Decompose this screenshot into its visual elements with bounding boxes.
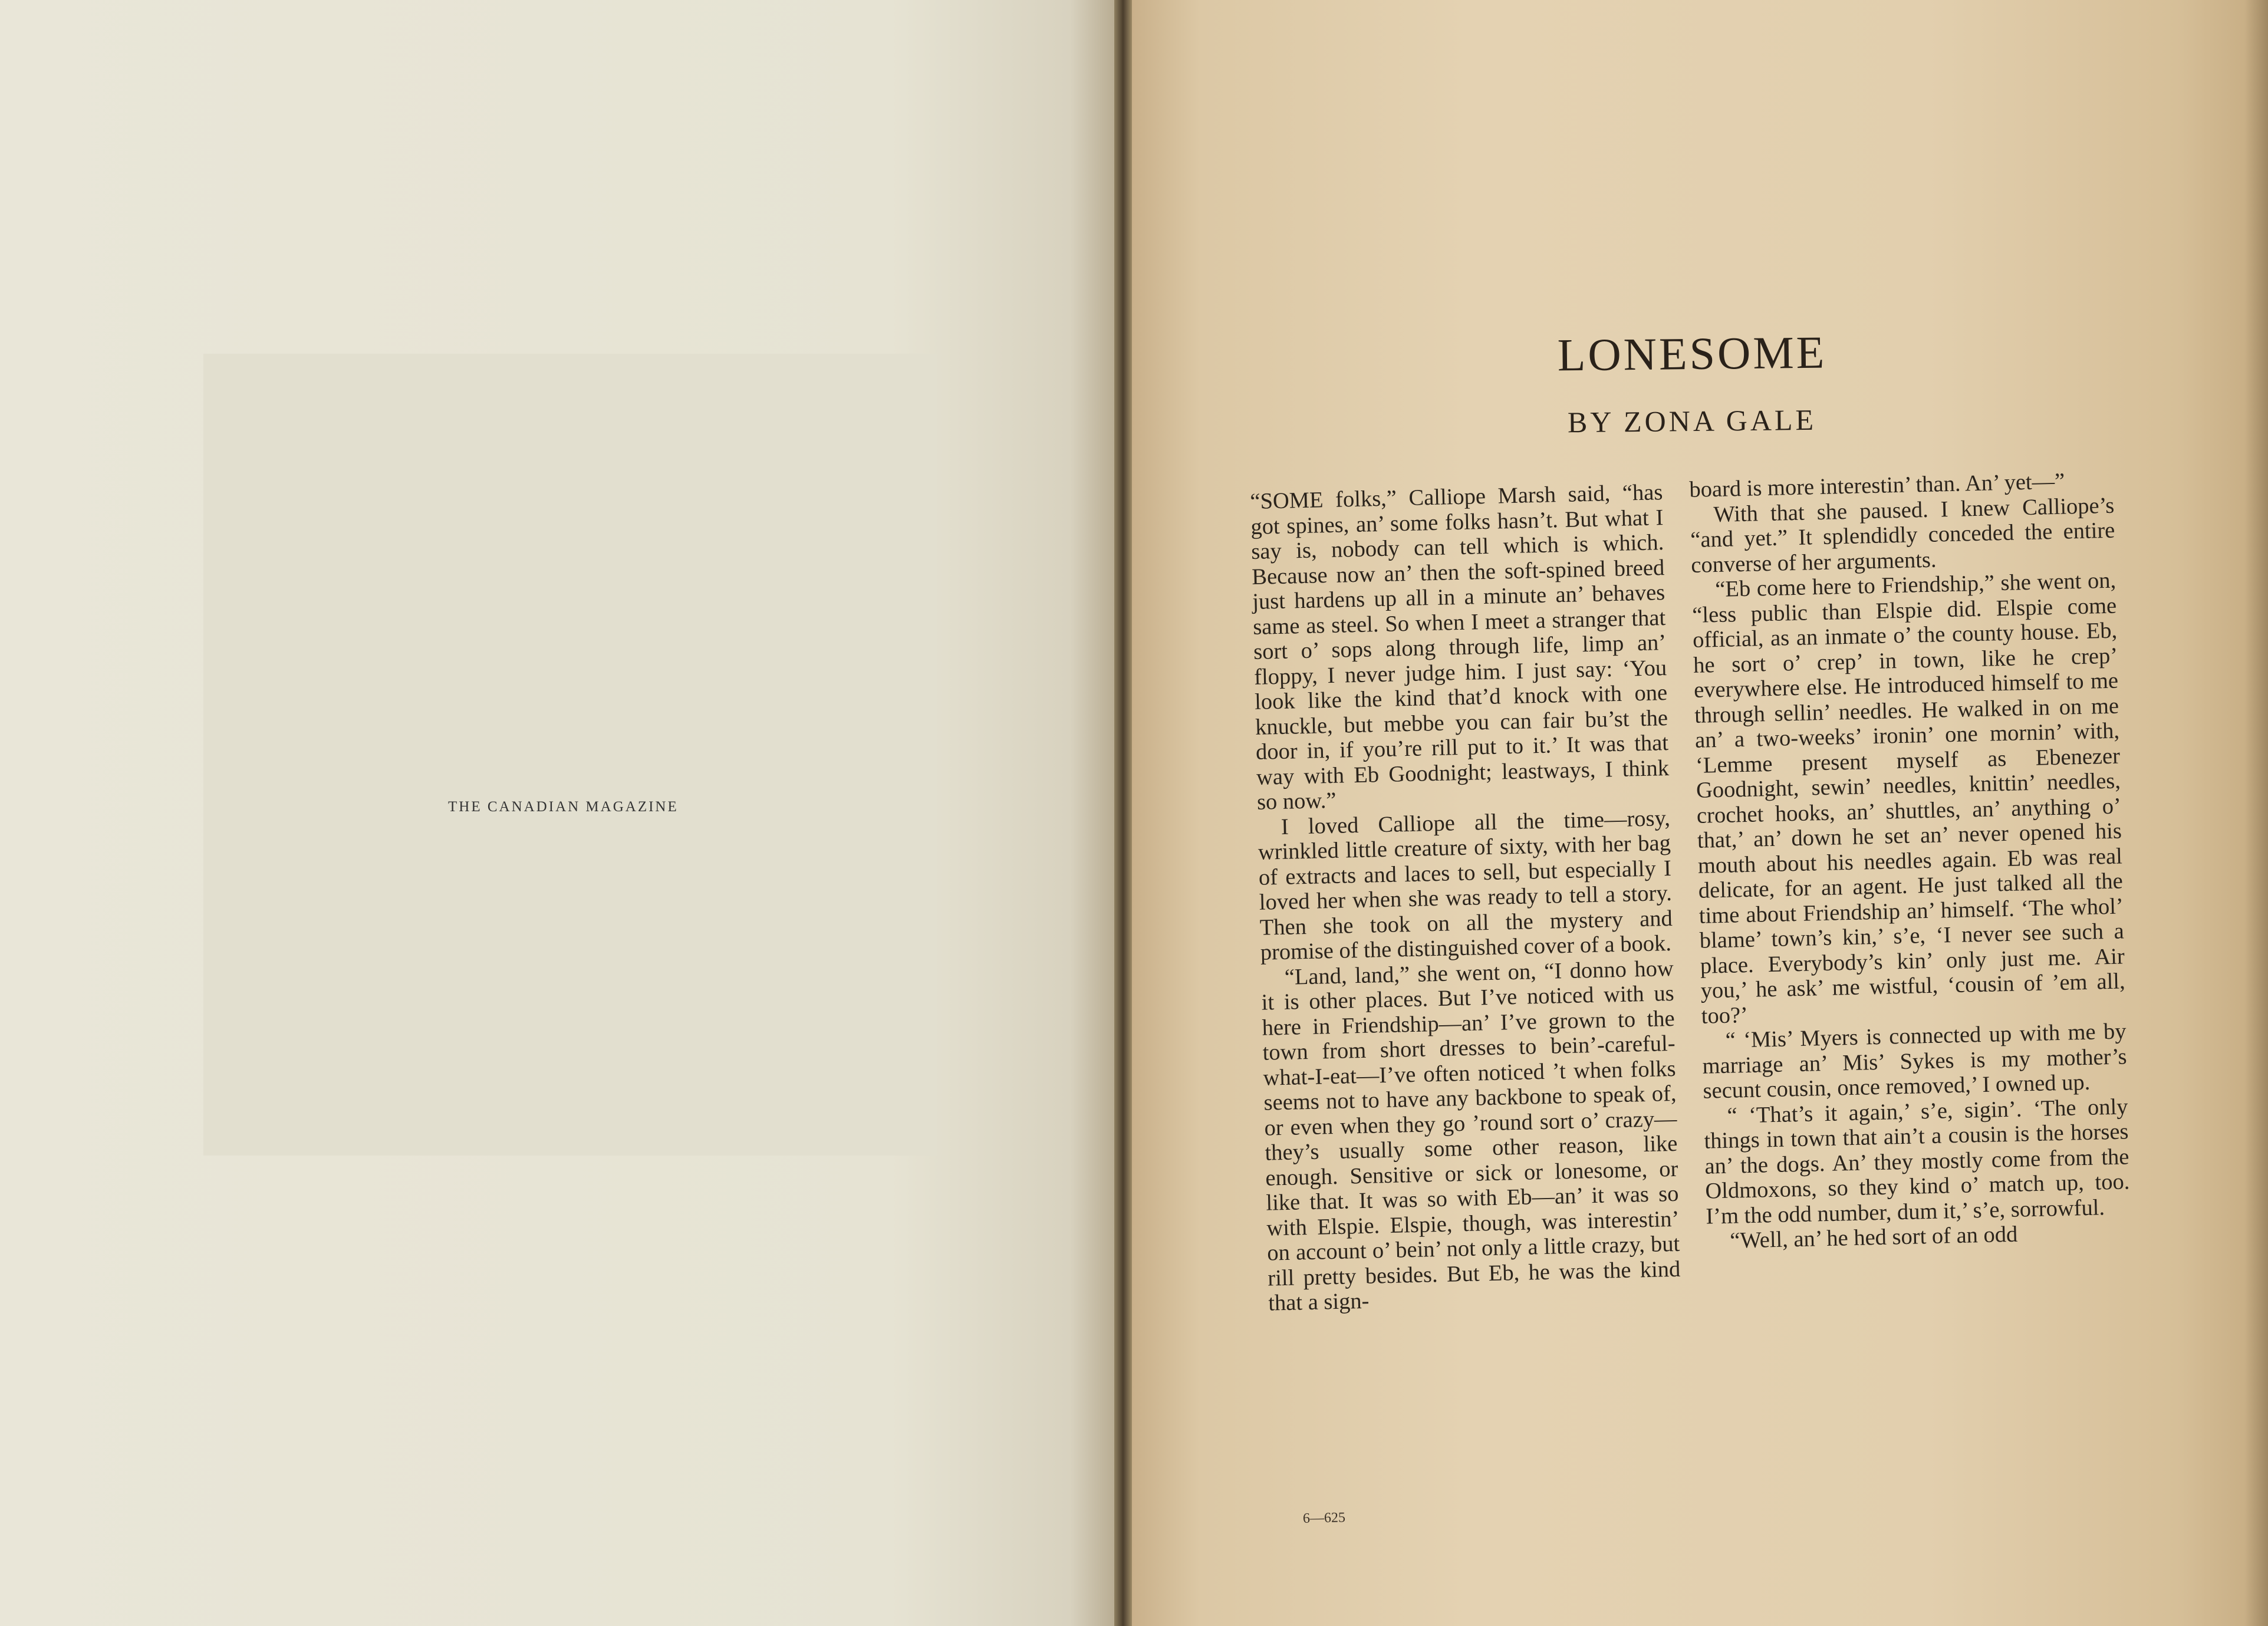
text-column-left xyxy=(1250,480,1681,1316)
left-page xyxy=(0,0,1114,1626)
book-gutter xyxy=(1114,0,1132,1626)
story-title: LONESOME xyxy=(1557,326,1827,381)
paragraph: “ ‘That’s it again,’ s’e, sigin’. ‘The only things in town that ain’t a cousin is the horses an’ the dogs. An’ they mostly come from the Oldmoxons, so they kind o’ match up, too. I’m the odd number, dum it,’ s’e, sorrowful. xyxy=(1704,1094,2130,1229)
paragraph: “Land, land,” she went on, “I donno how it is other places. But I’ve noticed with us here in Friendship—an’ I’ve grown to the town from short dresses to bein’-careful-what-I-eat—I’ve often noticed ’t when folks seems not to have any backbone to speak of, or even when they go ’round sort o’ crazy—they’s usually some other reason, like enough. Sensitive or sick or lonesome, or like that. It was so with Eb—an’ it was so with Elspie. Elspie, though, was interestin’ on account o’ bein’ not only a little crazy, but rill pretty besides. But Eb, he was the kind that a sign- xyxy=(1261,956,1681,1316)
paragraph: With that she paused. I knew Calliope’s “and yet.” It splendidly conceded the entire converse of her arguments. xyxy=(1690,493,2115,578)
page-edge-shadow xyxy=(2244,0,2268,1626)
paragraph: board is more interestin’ than. An’ yet—” xyxy=(1689,469,2065,502)
magazine-caption: THE CANADIAN MAGAZINE xyxy=(448,799,679,815)
paragraph: “Eb come here to Friendship,” she went on, “less public than Elspie did. Elspie come official, as an inmate o’ the county house. Eb, he sort o’ crep’ in town, like he crep’ everywhere else. He introduced himself to me through sellin’ needles. He walked in on me an’ a two-weeks’ ironin’ one mornin’ with, ‘Lemme present myself as Ebenezer Goodnight, sewin’ needles, knittin’ needles, crochet hooks, an’ shuttles, an’ anything o’ that,’ an’ down he set an’ never opened his mouth about his needles again. Eb was real delicate, for an agent. He just talked all the time about Friendship an’ himself. ‘The whol’ blame’ town’s kin,’ s’e, ‘I never see such a place. Everybody’s kin’ only just me. Air you,’ he ask’ me wistful, ‘cousin of ’em all, too?’ xyxy=(1691,568,2126,1029)
show-through-header xyxy=(1503,83,2093,106)
paragraph: “SOME folks,” Calliope Marsh said, “has got spines, an’ some folks hasn’t. But what I say is, nobody can tell which is which. Because now an’ then the soft-spined breed just hardens up all in a minute an’ behaves same as steel. So when I meet a stranger that sort o’ sops along through life, limp an’ floppy, I never judge him. I just say: ‘You look like the kind that’d knock with one knuckle, but mebbe you can fair bu’st the door in, if you’re rill put to it.’ It was that way with Eb Goodnight; leastways, I think so now.” xyxy=(1250,480,1670,815)
page-folio: 6—625 xyxy=(1302,1510,1346,1526)
paragraph: “ ‘Mis’ Myers is connected up with me by marriage an’ Mis’ Sykes is my mother’s secunt cousin, once removed,’ I owned up. xyxy=(1702,1019,2127,1104)
blank-plate-area xyxy=(203,354,937,1156)
paragraph: I loved Calliope all the time—rosy, wrinkled little creature of sixty, with her bag of extracts and laces to sell, but especially I loved her when she was ready to tell a story. Then she took on all the mystery and promise of the distinguished cover of a book. xyxy=(1258,805,1673,965)
paragraph: “Well, an’ he hed sort of an odd xyxy=(1729,1222,2018,1253)
story-byline: BY ZONA GALE xyxy=(1567,403,1817,439)
text-column-right xyxy=(1689,468,2131,1254)
